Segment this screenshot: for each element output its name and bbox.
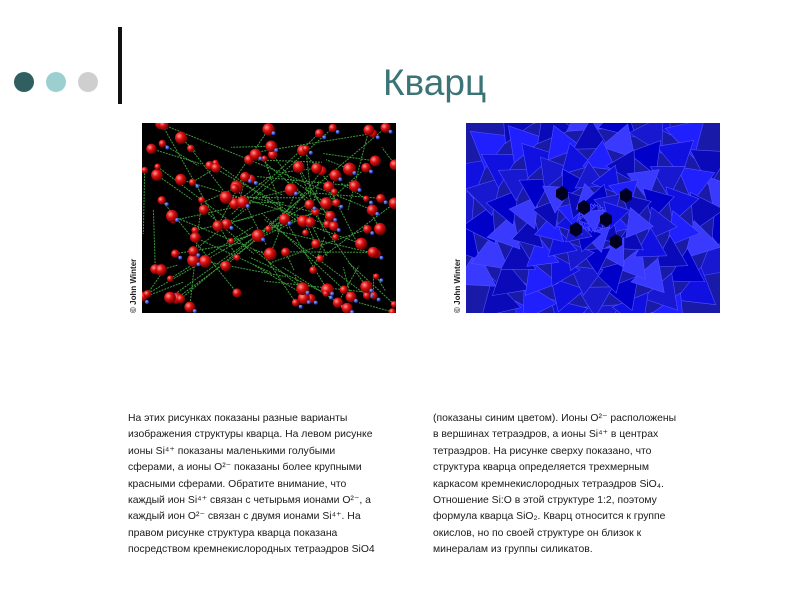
text-line: сферами, а ионы O²⁻ показаны более крупными xyxy=(128,462,362,474)
oxygen-atom xyxy=(355,238,367,250)
oxygen-atom xyxy=(309,266,317,274)
text-line: каждый ион Si⁴⁺ связан с четырьмя ионами O²⁻, а xyxy=(128,495,371,507)
oxygen-atom xyxy=(189,179,196,186)
oxygen-atom xyxy=(363,292,371,300)
silicon-atom xyxy=(379,256,383,260)
oxygen-atom xyxy=(146,144,156,154)
oxygen-atom xyxy=(142,167,148,174)
bond xyxy=(175,243,240,253)
text-line: красными сферами. Обратите внимание, что xyxy=(128,478,347,490)
oxygen-atom xyxy=(190,232,201,243)
oxygen-atom xyxy=(302,145,309,152)
text-line: правом рисунке структура кварца показана xyxy=(128,527,338,539)
oxygen-atom xyxy=(199,255,211,267)
silicon-atom xyxy=(145,300,149,304)
oxygen-atom xyxy=(264,247,277,260)
title-divider xyxy=(118,27,122,104)
silicon-atom xyxy=(338,177,342,181)
silicon-atom xyxy=(354,299,358,303)
oxygen-atom xyxy=(265,225,272,232)
text-line: структура кварца определяется трехмерным xyxy=(433,462,650,474)
silicon-atom xyxy=(379,278,383,282)
oxygen-atom xyxy=(176,294,185,303)
oxygen-atom xyxy=(220,191,233,204)
text-line: в вершинах тетраэдров, а ионы Si⁴⁺ в центрах xyxy=(433,429,659,441)
oxygen-atom xyxy=(311,163,322,174)
text-line: окислов, но по своей структуре он близок к xyxy=(433,527,642,539)
oxygen-atom xyxy=(198,196,205,203)
oxygen-atom xyxy=(368,247,379,258)
oxygen-atom xyxy=(329,124,337,132)
dot-light xyxy=(46,72,66,92)
text-column-right xyxy=(433,411,733,559)
oxygen-atom xyxy=(175,174,186,185)
bond xyxy=(153,209,155,269)
silicon-atom xyxy=(178,256,182,260)
oxygen-atom xyxy=(175,132,187,144)
bond xyxy=(243,202,285,203)
oxygen-atom xyxy=(232,288,241,297)
oxygen-atom xyxy=(164,292,176,304)
text-line: изображения структуры кварца. На левом рисунке xyxy=(128,429,373,441)
oxygen-atom xyxy=(167,275,174,282)
oxygen-atom xyxy=(363,196,369,202)
silicon-atom xyxy=(339,205,343,209)
bond xyxy=(157,175,192,200)
bond xyxy=(323,154,375,161)
oxygen-atom xyxy=(292,299,300,307)
dot-dark xyxy=(14,72,34,92)
quartz-tetrahedra-image xyxy=(466,123,720,313)
silicon-atom xyxy=(314,301,318,305)
oxygen-atom xyxy=(316,255,324,263)
bond xyxy=(231,146,271,147)
bond xyxy=(264,281,367,292)
text-line: тетраэдров. На рисунке сверху показано, что xyxy=(433,445,652,457)
text-line: Отношение Si:O в этой структуре 1:2, поэтому xyxy=(433,495,657,507)
silicon-atom xyxy=(175,218,179,222)
oxygen-atom xyxy=(320,197,332,209)
image-credit-left: © John Winter xyxy=(129,258,138,313)
silicon-atom xyxy=(358,188,362,192)
oxygen-atom xyxy=(332,234,339,241)
silicon-atom xyxy=(193,309,197,313)
oxygen-atom xyxy=(374,223,386,235)
silicon-atom xyxy=(389,130,393,134)
decorative-dots xyxy=(14,72,98,92)
text-line: посредством кремнекислородных тетраэдров SiO4 xyxy=(128,544,375,556)
text-line: каркасом кремнекислородных тетраэдров SiO₄. xyxy=(433,478,664,490)
silicon-atom xyxy=(336,130,340,134)
oxygen-atom xyxy=(151,169,163,181)
text-line: На этих рисунках показаны разные варианты xyxy=(128,413,348,424)
oxygen-atom xyxy=(370,155,381,166)
image-credit-right: © John Winter xyxy=(453,258,462,313)
text-line: ионы Si⁴⁺ показаны маленькими голубыми xyxy=(128,445,336,457)
silicon-atom xyxy=(370,231,374,235)
silicon-atom xyxy=(246,204,250,208)
bond xyxy=(170,233,260,297)
bond xyxy=(359,303,392,312)
bond xyxy=(151,149,201,164)
text-line: минералам из группы силикатов. xyxy=(433,544,593,556)
oxygen-atom xyxy=(154,164,160,170)
silicon-atom xyxy=(274,148,278,152)
text-column-left xyxy=(128,411,393,559)
oxygen-atom xyxy=(158,196,166,204)
bond xyxy=(143,170,144,234)
oxygen-atom xyxy=(315,129,324,138)
silicon-atom xyxy=(377,298,381,302)
silicon-atom xyxy=(369,201,373,205)
silicon-atom xyxy=(369,170,373,174)
oxygen-atom xyxy=(376,194,385,203)
oxygen-atom xyxy=(332,199,340,207)
silicon-atom xyxy=(261,238,265,242)
tetrahedra-svg xyxy=(466,123,720,313)
oxygen-atom xyxy=(143,290,151,298)
silicon-atom xyxy=(258,157,262,161)
oxygen-atom xyxy=(220,261,231,272)
silicon-atom xyxy=(165,146,169,150)
silicon-atom xyxy=(196,253,200,257)
silicon-atom xyxy=(307,300,311,304)
silicon-atom xyxy=(352,171,356,175)
silicon-atom xyxy=(229,226,233,230)
oxygen-atom xyxy=(363,125,374,136)
silicon-atom xyxy=(313,207,317,211)
oxygen-atom xyxy=(363,225,372,234)
silicon-atom xyxy=(375,212,379,216)
silicon-atom xyxy=(299,305,303,309)
oxygen-atom xyxy=(293,161,305,173)
silicon-atom xyxy=(337,228,341,232)
silicon-atom xyxy=(288,221,292,225)
oxygen-atom xyxy=(340,285,349,294)
silicon-atom xyxy=(333,218,337,222)
silicon-atom xyxy=(165,202,169,206)
oxygen-atom xyxy=(234,254,241,261)
oxygen-atom xyxy=(159,140,167,148)
oxygen-atom xyxy=(373,273,379,279)
oxygen-atom xyxy=(281,248,290,257)
oxygen-atom xyxy=(305,217,315,227)
silicon-atom xyxy=(309,151,313,155)
oxygen-atom xyxy=(228,238,234,244)
bond xyxy=(320,221,367,287)
ball-stick-svg xyxy=(142,123,396,313)
quartz-ball-stick-image xyxy=(142,123,396,313)
oxygen-atom xyxy=(230,184,239,193)
silicon-atom xyxy=(197,262,201,266)
oxygen-atom xyxy=(187,145,195,153)
silicon-atom xyxy=(369,289,373,293)
text-line: формула кварца SiO₂. Кварц относится к группе xyxy=(433,511,666,523)
oxygen-atom xyxy=(390,159,396,170)
text-line: каждый ион O²⁻ связан с двумя ионами Si⁴⁺. На xyxy=(128,511,361,523)
oxygen-atom xyxy=(155,264,166,275)
silicon-atom xyxy=(384,200,388,204)
oxygen-atom xyxy=(171,250,179,258)
bond xyxy=(320,231,357,259)
oxygen-atom xyxy=(331,188,338,195)
oxygen-atom xyxy=(212,220,223,231)
oxygen-atom xyxy=(211,163,221,173)
oxygen-atom xyxy=(302,229,309,236)
text-line: (показаны синим цветом). Ионы O²⁻ расположены xyxy=(433,413,677,424)
oxygen-atom xyxy=(323,290,329,296)
oxygen-atom xyxy=(199,205,209,215)
silicon-atom xyxy=(322,135,326,139)
silicon-atom xyxy=(294,192,298,196)
oxygen-atom xyxy=(389,308,396,313)
silicon-atom xyxy=(306,291,310,295)
slide-title: Кварц xyxy=(383,62,487,103)
silicon-atom xyxy=(248,179,252,183)
bond xyxy=(309,193,381,199)
silicon-atom xyxy=(254,181,258,185)
silicon-atom xyxy=(330,292,334,296)
silicon-atom xyxy=(195,184,199,188)
dot-gray xyxy=(78,72,98,92)
silicon-atom xyxy=(329,296,333,300)
silicon-atom xyxy=(376,135,380,139)
oxygen-atom xyxy=(311,239,320,248)
silicon-atom xyxy=(272,131,276,135)
